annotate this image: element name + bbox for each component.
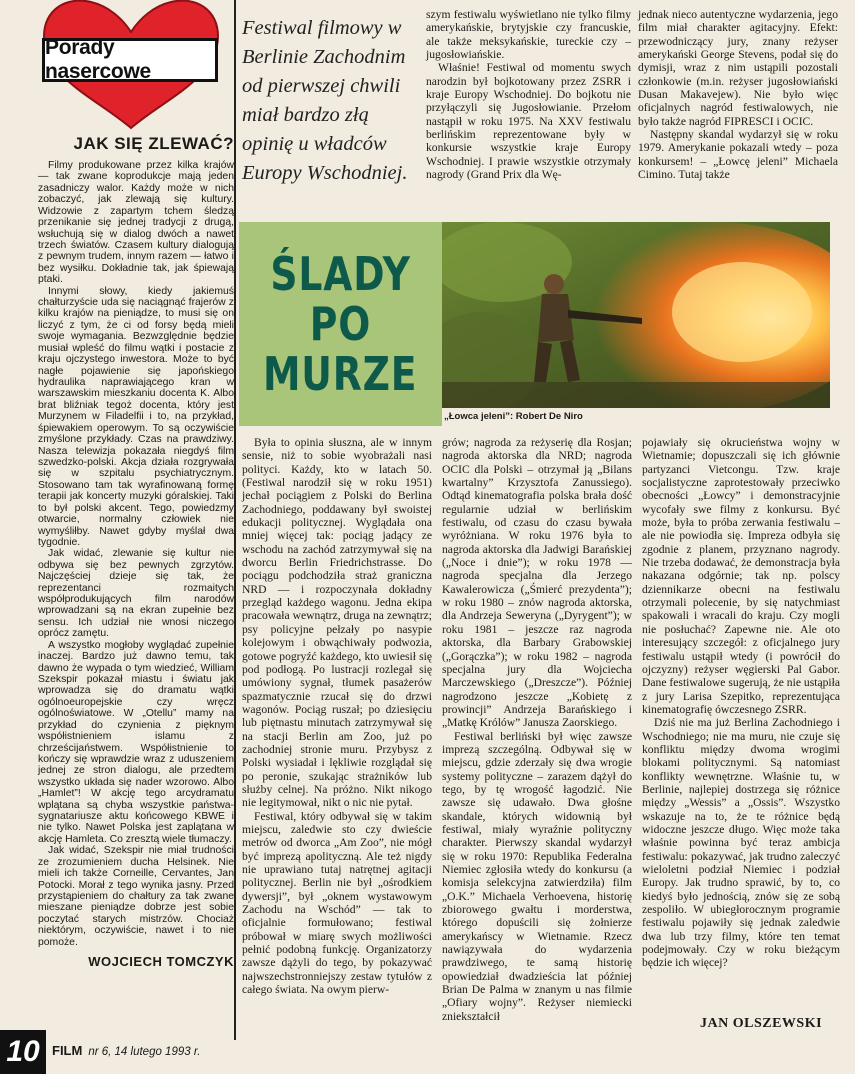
article-title-word: ŚLADY [270,247,411,301]
paragraph: Festiwal berliński był więc zawsze imprezą szczególną. Odbywał się w miejscu, gdzie zderzały się dwa wrogie systemy polityczne – zarazem dążył do tego, by tę wrogość łagodzić. Nie zawsze się udawało. Dwa głośne skandale, których widownią był festiwal, miały wyraźnie polityczny charakter. Pierwszy skandal wydarzył się w roku 1970: Republika Federalna Niemiec zgłosiła wtedy do konkursu (a komisja selekcyjna zatwierdziła) film „O.K.” Michaela Verhoevena, historię zbiorowego gwałtu i morderstwa, którego dopuścili się żołnierze amerykańscy w Wietnamie. Rzecz nawiązywała do wydarzenia prawdziwego, te samą historię opowiedział dwadzieścia lat później Brian De Palma w znanym u nas filmie „Ofiary wojny”. Reżyser niemiecki zniekształcił [442,729,632,1023]
heart-badge [36,0,226,130]
paragraph: jednak nieco autentyczne wydarzenia, jego film miał charakter agitacyjny. Efekt: przewodniczący jury, znany reżyser amerykański George Stevens, podał się do dymisji, wraz z nim ustąpili pozostali członkowie (m.in. reżyser jugosłowiański Dusan Makavejew). Nie było więc oficjalnych nagród festiwalowych, nie było także nagród FIPRESCI i OCIC. [638,8,838,128]
left-paragraph: Innymi słowy, kiedy jakiemuś chałturzyście uda się naciągnąć frajerów z kilku krajów na pieniądze, to musi się on liczyć z tym, że ci od forsy będą mieli swoje wymagania. Bezwzględnie będzie musiał wpleść do filmu wątki i postacie z kraju ojczystego inwestora. Może to być nagłe pojawienie się japońskiego hydraulika naprawiającego kran w warszawskim mieszkaniu docenta K. Albo brat bliźniak tegoż docenta, który jest Murzynem w Filadelfii i to, na przykład, śpiewakiem operowym. To są oczywiście zmyślone przykłady. Czas na prawdziwy. Nasza telewizja pokazała niegdyś film szwedzko-polski. Akcja działa rozgrywała się w szpitalu psychiatrycznym. Stosowano tam tak wyrafinowaną formę terapii jak koncerty muzyki góralskiej. Taki to był polski akcent. Tego, powiedzmy otwarcie, normalny człowiek nie wymyśliłby. Nawet gdyby myślał dwa tygodnie. [38,285,234,548]
left-paragraph: Jak widać, Szekspir nie miał trudności ze zrozumieniem ducha Helsinek. Nie mieli ich także Corneille, Cervantes, Jan Potocki. Morał z tego wynika jasny. Przed przystąpieniem do chałtury za tak zwane mieszane pieniądze dobrze jest sobie poczytać starych mistrzów. Chociaż niektórym, oczywiście, nawet i to nie pomoże. [38,845,234,948]
article-title-word: PO [309,297,372,351]
issue-date: nr 6, 14 lutego 1993 r. [88,1046,201,1058]
left-paragraph: Filmy produkowane przez kilka krajów — tak zwane koprodukcje mają jeden zasadniczy walor. Każdy może w nich zobaczyć, jak zlewają się kultury. Widzowie z zapartym tchem śledzą przenikanie się jednej tradycji z drugą, wsłuchują się w dialog dwóch a nawet trzech światów. Czasem kultury dialogują z pewnym trudem, innym razem — łatwo i bez wysiłku. Dokładnie tak, jak śpiewają ptaki. [38,160,234,286]
body-column-2 [442,436,632,1023]
left-paragraph: A wszystko mogłoby wyglądać zupełnie inaczej. Bardzo już dawno temu, tak dawno że wypada o tym wiedzieć, William Szekspir pokazał miastu i światu jak wprowadza się do dramatu wątki ogólnoeuropejskie czy wręcz ogólnoświatowe. W „Otellu” mamy na przykład do czynienia z pięknym współistnieniem islamu z chrześcijaństwem. Współistnienie to kończy się wprawdzie wraz z uduszeniem jednej ze stron dialogu, ale przedtem wszystko układa się nader wzorowo. Albo „Hamlet”! W akcję tego arcydramatu wplątana są chyba wszystkie państwa-sygnatariusze aktu końcowego KBWE i nie tylko. Nawet Polska jest zaplątana w akcję Hamleta. Co zresztą wiele tłumaczy. [38,639,234,845]
paragraph: grów; nagroda za reżyserię dla Rosjan; nagroda aktorska dla NRD; nagroda OCIC dla Polski – otrzymał ją „Bilans kwartalny” Krzysztofa Zanussiego). Odtąd kinematografia polska brała dość regularnie udział w berlińskim festiwalu, od czasu do czasu bywała wyróżniana. W roku 1976 była to nagroda aktorska dla Jadwigi Barańskiej („Noce i dnie”); w roku 1978 — nagroda specjalna dla Jerzego Kawalerowicza („Śmierć prezydenta”); w roku 1980 – znów nagroda aktorska, dla Andrzeja Seweryna („Dyrygent”); w roku 1981 – jeszcze raz nagroda aktorska, dla Barbary Grabowskiej („Gorączka”); w roku 1982 – nagroda specjalna jury dla Wojciecha Marczewskiego („Dreszcze”). Później nagrodzono jeszcze „Kobietę z prowincji” Andrzeja Barańskiego i „Matkę Królów” Janusza Zaorskiego. [442,436,632,730]
article-lead: Festiwal filmowy w Berlinie Zachodnim od pierwszej chwili miał bardzo złą opinię u władców Europy Wschodniej. [242,17,408,184]
paragraph: szym festiwalu wyświetlano nie tylko filmy amerykańskie, brytyjskie czy francuskie, ale także meksykańskie, tureckie czy – jugosłowiańskie. [426,8,631,62]
paragraph: pojawiały się okrucieństwa wojny w Wietnamie; dopuszczali się ich głównie partyzanci Vietcongu. Tzw. kraje socjalistyczne zaprotestowały przeciwko obecności „Łowcy” i demonstracyjnie wycofały swe filmy z konkursu. Być może, była to próba zerwania festiwalu – ale nie powiodła się. Impreza odbyła się zgodnie z planem, przyznano nagrody. Nie trzeba dodawać, że demonstracja była nakazana odgórnie; tak np. polscy dziennikarze obecni na festiwalu otrzymali polecenie, by się natychmiast spakowali i wracali do kraju. Czy mogli nie posłuchać? Zapewne nie. Ale oto interesujący szczegół: z oficjalnego jury festiwalu ustąpił wtedy (i powrócił do ojczyzny) reżyser węgierski Pal Gabor. Dane festiwalowe sugerują, że nie ustąpiła z jury Larisa Szepitko, reprezentująca kinematografię ówczesnego ZSRR. [642,436,840,716]
left-column-text [38,160,234,948]
footer-issue-info [52,1043,200,1058]
top-text-column-1 [426,8,631,181]
page-number: 10 [0,1030,46,1074]
left-column-title: JAK SIĘ ZLEWAĆ? [73,134,234,153]
paragraph: Festiwal, który odbywał się w takim miejscu, zaledwie sto czy dwieście metrów od dworca „Am Zoo”, nie mógł być imprezą apolityczną. Ale też nigdy nie uprawiano tutaj natrętnej agitacji politycznej. Berlin nie był „ośrodkiem dywersji”, był „oknem wystawowym Zachodu na Wschód” — tak to oficjalnie formułowano; festiwal próbował w miarę swych możliwości pełnić podobną funkcję. Organizatorzy zawsze dążyli do tego, by pokazywać najwszechstronniejszy zestaw tytułów z całego świata. Na owym pierw- [242,809,432,997]
column-divider [234,0,236,1040]
photo-caption: „Łowca jeleni”: Robert De Niro [444,411,583,422]
body-column-3 [642,436,840,970]
paragraph: Następny skandal wydarzył się w roku 1979. Amerykanie pokazali wtedy – poza konkursem! – „Łowcę jeleni” Michaela Cimino. Tutaj także [638,128,838,182]
magazine-name: FILM [52,1043,83,1058]
film-still-image [442,222,830,408]
section-label: Porady nasercowe [42,38,218,82]
left-column-author: WOJCIECH TOMCZYK [88,954,234,970]
left-paragraph: Jak widać, zlewanie się kultur nie odbywa się bez pewnych zgrzytów. Najczęściej dzieje się tak, że reprezentanci rozmaitych współprodukujących film narodów wprowadzani są na ekran zupełnie bez sensu. Ich udział nie wnosi niczego oprócz zamętu. [38,548,234,640]
paragraph: Była to opinia słuszna, ale w innym sensie, niż to sobie wyobrażali nasi polityci. Każdy, kto w latach 50. (Festiwal narodził się w roku 1951) jechał pociągiem z Polski do Berlina Zachodniego, poddawany był swoistej edukacji politycznej. Wyglądała ona mniej więcej tak: pociąg jadący ze wschodu na zachód zatrzymywał się na dworcu Berlin Friedrichstrasse. Do pociągu podchodziła straż graniczna NRD — i rozpoczynała dokładny przegląd każdego wagonu. Jedna ekipa pracowała wewnątrz, druga na zewnątrz; psy policyjne pełzały po nasypie kolejowym i obwąchiwały podwozia, gotowe pogryźć każdego, kto uwiesił się pod podłogą. Po lustracji rozlegał się umówiony sygnał, tłumek pasażerów spazmatycznie rzucał się do drzwi wagonów. Pociąg ruszał; po dziesięciu lub piętnastu minutach zatrzymywał się na stacji Berlin am Zoo, już po zachodniej stronie muru. Przybysz z Polski wysiadał i lękliwie rozglądał się po peronie, szukając strażników lub służby celnej. Na próżno. Nikt nikogo nie legitymował, nikt o nic nie pytał. [242,436,432,810]
film-still-photo [442,222,830,408]
article-title-banner [239,222,442,426]
article-title-word: MURZE [263,347,418,401]
body-column-1 [242,436,432,996]
article-author: JAN OLSZEWSKI [700,1016,823,1031]
paragraph: Właśnie! Festiwal od momentu swych narodzin był bojkotowany przez ZSRR i kraje Europy Wschodniej. Do bojkotu nie przyłączyli się Jugosłowianie. Przełom nastąpił w roku 1975. Na XXV festiwalu berlińskim reprezentowane były w konkursie wszystkie kraje Europy Wschodniej. I prawie wszystkie otrzymały nagrody (Grand Prix dla Wę- [426,61,631,182]
left-column [38,128,234,969]
top-text-column-2 [638,8,838,181]
paragraph: Dziś nie ma już Berlina Zachodniego i Wschodniego; nie ma muru, nie czuje się konfliktu między dwoma wrogimi blokami politycznymi. Są natomiast konflikty wewnętrzne. Właśnie tu, w Berlinie, najlepiej dostrzega się różnice między „Wessis” a „Ossis”. Wszystko wskazuje na to, że te różnice będą widoczne jeszcze długo. Więc może taka właśnie powinna być teraz ambicja festiwalu: pokazywać, jak trudno zaleczyć wieloletni podział Niemiec i podział Europy. Jak trudno sprawić, by to, co kiedyś było jednością, znów się ze sobą zespoliło. W ubiegłorocznym programie festiwalu pojawiły się jednak zaledwie dwa lub trzy filmy, które ten temat podejmowały. Czy w roku bieżącym będzie ich więcej? [642,716,840,970]
